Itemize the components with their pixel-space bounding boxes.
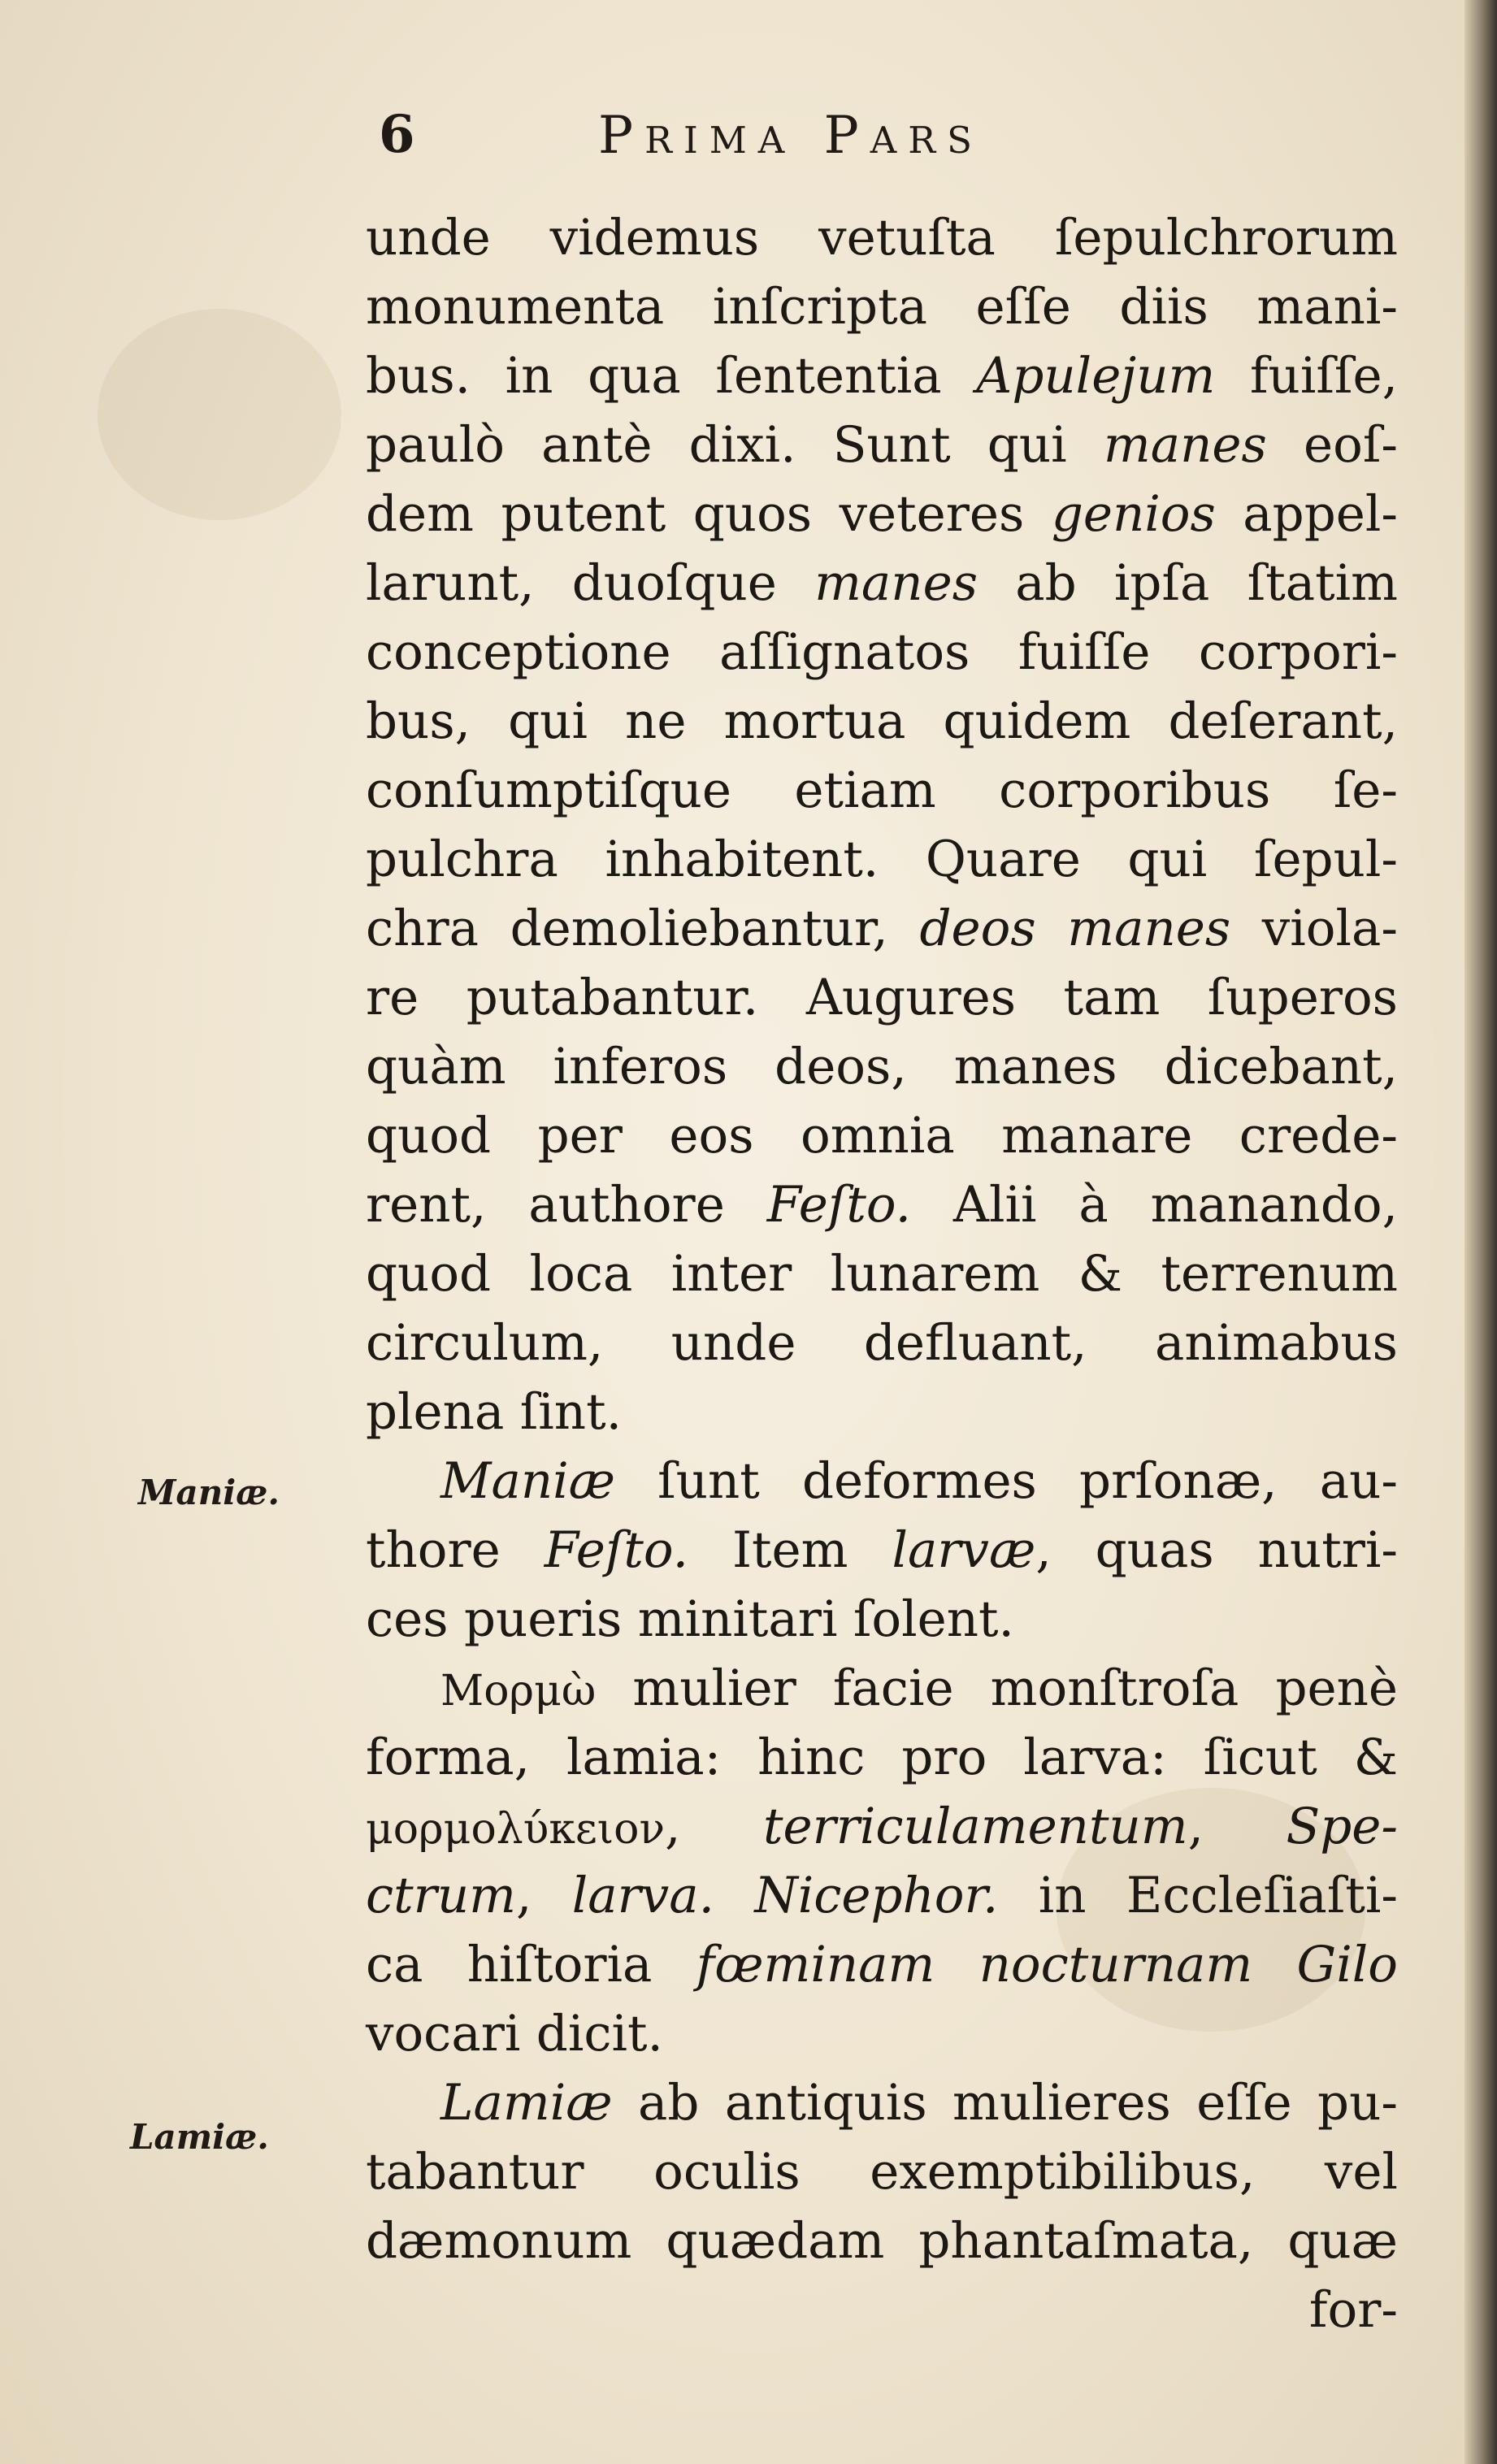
- text-line: unde videmus vetuſta ſepulchrorum: [366, 209, 1398, 267]
- catchword: for-: [1308, 2281, 1398, 2339]
- text-line: dem putent quos veteres genios appel-: [366, 485, 1398, 543]
- text-line: dæmonum quædam phantaſmata, quæ: [366, 2212, 1398, 2270]
- text-line: pulchra inhabitent. Quare qui ſepul-: [366, 831, 1398, 888]
- text-line: plena ſint.: [366, 1383, 622, 1441]
- text-line: circulum, unde defluant, animabus: [366, 1314, 1398, 1372]
- text-line: Maniæ ſunt deformes prſonæ, au-: [440, 1452, 1398, 1510]
- running-title: Prima Pars: [598, 106, 983, 166]
- text-line: conceptione aſſignatos fuiſſe corpori-: [366, 623, 1398, 681]
- text-line: paulò antè dixi. Sunt qui manes eoſ-: [366, 416, 1399, 474]
- page-number: 6: [379, 104, 415, 165]
- margin-note-lamiae: Lamiæ.: [130, 2117, 269, 2157]
- text-line: thore Feſto. Item larvæ, quas nutri-: [366, 1521, 1398, 1579]
- text-line: vocari dicit.: [366, 2005, 663, 2063]
- text-line: larunt, duoſque manes ab ipſa ſtatim: [366, 554, 1398, 612]
- paper-stain: [98, 309, 341, 520]
- text-line: quàm inferos deos, manes dicebant,: [366, 1038, 1398, 1095]
- text-line: conſumptiſque etiam corporibus ſe-: [366, 761, 1398, 819]
- text-line: re putabantur. Augures tam ſuperos: [366, 969, 1398, 1026]
- text-line: quod loca inter lunarem & terrenum: [366, 1245, 1398, 1303]
- text-line: rent, authore Feſto. Alii à manando,: [366, 1176, 1398, 1234]
- text-line: tabantur oculis exemptibilibus, vel: [366, 2143, 1398, 2201]
- text-line: chra demoliebantur, deos manes viola-: [366, 900, 1398, 957]
- text-line: quod per eos omnia manare crede-: [366, 1107, 1398, 1165]
- text-line: ctrum, larva. Nicephor. in Eccleſiaſti-: [366, 1867, 1399, 1924]
- body-text: [366, 203, 1398, 2345]
- text-line: bus. in qua ſententia Apulejum fuiſſe,: [366, 347, 1398, 405]
- text-line: bus, qui ne mortua quidem deſerant,: [366, 692, 1398, 750]
- text-line: forma, lamia: hinc pro larva: ſicut &: [366, 1729, 1398, 1786]
- text-line: μορμολύκειον, terriculamentum, Spe-: [366, 1798, 1399, 1855]
- margin-note-maniae: Maniæ.: [138, 1473, 280, 1512]
- text-line: ca hiſtoria fœminam nocturnam Gilo: [366, 1936, 1398, 1993]
- text-line: Lamiæ ab antiquis mulieres eſſe pu-: [440, 2074, 1398, 2132]
- text-line: Μορμὼ mulier facie monſtroſa penè: [440, 1659, 1398, 1717]
- text-line: ces pueris minitari ſolent.: [366, 1590, 1014, 1648]
- text-line: monumenta inſcripta eſſe diis mani-: [366, 278, 1398, 336]
- book-gutter: [1464, 0, 1497, 2464]
